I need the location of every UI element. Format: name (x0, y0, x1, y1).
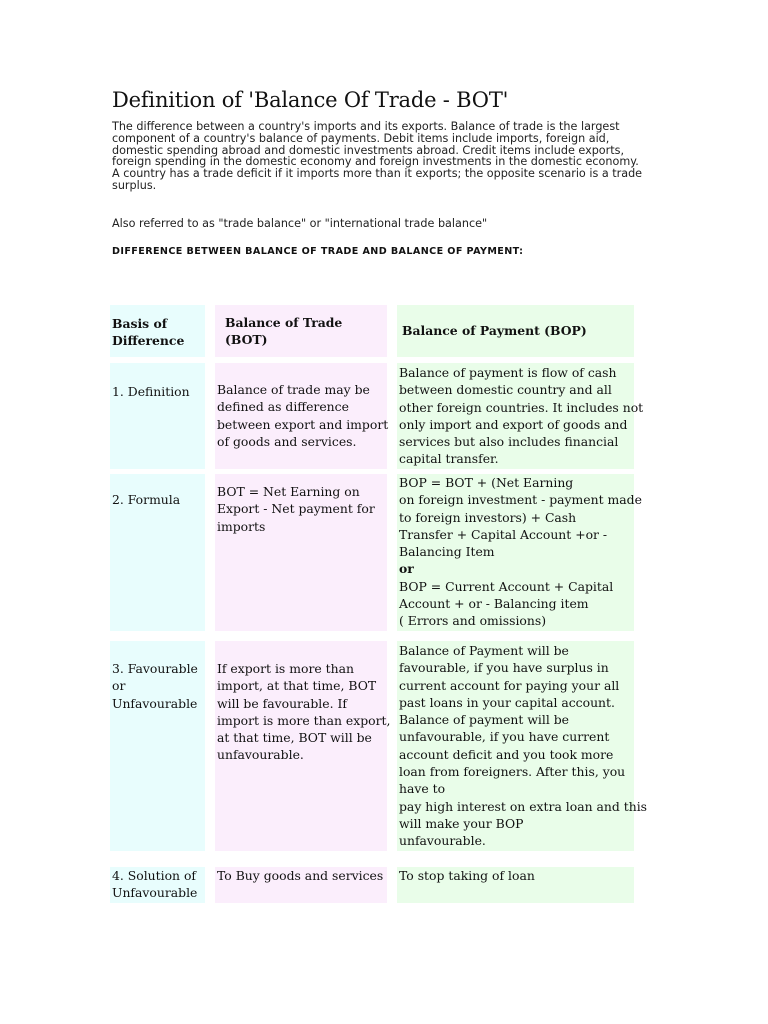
bop-line: will make your BOP (399, 815, 524, 831)
bot-line: Export - Net payment for (217, 501, 375, 517)
row-definition-basis (110, 363, 205, 469)
bop-line: have to (399, 781, 446, 797)
row-solution-bop (397, 867, 634, 903)
row-favourable-basis (110, 641, 205, 851)
definition-line: surplus. (112, 178, 157, 192)
bot-line: imports (217, 518, 266, 534)
bot-line: import is more than export, (217, 712, 391, 728)
section-heading: DIFFERENCE BETWEEN BALANCE OF TRADE AND BALANCE OF PAYMENT: (112, 246, 524, 257)
bop-line: unfavourable. (399, 833, 486, 849)
definition-line: domestic spending abroad and domestic investments abroad. Credit items include exports, (112, 143, 625, 157)
row-definition-bot (215, 363, 387, 469)
bop-line: favourable, if you have surplus in (399, 660, 609, 676)
bop-line: between domestic country and all (399, 382, 612, 398)
basis-line: 4. Solution of (112, 868, 197, 883)
basis-line: 2. Formula (112, 492, 181, 507)
bot-line: at that time, BOT will be (217, 730, 372, 746)
bop-line: pay high interest on extra loan and this (399, 798, 648, 814)
bop-line: To stop taking of loan (399, 868, 535, 883)
header-basis-line: Difference (112, 333, 185, 349)
page-title: Definition of 'Balance Of Trade - BOT' (112, 88, 509, 112)
basis-line: Unfavourable (112, 695, 198, 711)
bot-line: between export and import (217, 416, 389, 432)
bop-line: Account + or - Balancing item (399, 596, 589, 612)
row-formula-basis (110, 474, 205, 631)
bop-line: other foreign countries. It includes not (399, 399, 644, 415)
row-definition-bop (397, 363, 644, 469)
definition-line: The difference between a country's imports and its exports. Balance of trade is the largest (112, 120, 620, 133)
row-formula-bop (397, 474, 642, 631)
bop-line: loan from foreigners. After this, you (399, 764, 626, 780)
row-solution-basis (110, 867, 205, 903)
definition-line: component of a country's balance of payments. Debit items include imports, foreign aid, (112, 131, 610, 145)
bop-line: unfavourable, if you have current (399, 729, 610, 745)
bop-line: on foreign investment - payment made (399, 492, 642, 508)
basis-line: 1. Definition (112, 384, 190, 399)
definition-line: A country has a trade deficit if it imports more than it exports; the opposite scenario is a trade (112, 167, 643, 181)
basis-line: or (112, 678, 126, 694)
row-favourable-bop (397, 641, 648, 851)
also-referred-text: Also referred to as "trade balance" or "international trade balance" (112, 217, 488, 230)
bop-line: BOP = BOT + (Net Earning (399, 475, 574, 490)
bot-line: To Buy goods and services (217, 868, 384, 883)
bop-line: ( Errors and omissions) (399, 613, 547, 629)
header-bot-cell (215, 305, 387, 357)
basis-line: 3. Favourable (112, 661, 198, 676)
bop-line: Balance of Payment will be (399, 643, 569, 658)
bot-line: defined as difference (217, 399, 349, 415)
bot-line: unfavourable. (217, 747, 304, 763)
bop-line: only import and export of goods and (399, 416, 628, 432)
header-basis-line: Basis of (112, 316, 168, 331)
bop-line: current account for paying your all (399, 677, 620, 693)
definition-paragraph (112, 121, 672, 192)
bop-line: Balance of payment will be (399, 712, 570, 728)
basis-line: Unfavourable (112, 885, 198, 901)
row-favourable-bot (215, 641, 391, 851)
bot-line: If export is more than (217, 661, 354, 676)
bop-line: BOP = Current Account + Capital (399, 578, 614, 594)
header-bop-cell (397, 305, 634, 357)
row-solution-bot (215, 867, 387, 903)
bot-line: Balance of trade may be (217, 382, 370, 397)
bot-line: import, at that time, BOT (217, 678, 377, 694)
bop-or-line: or (399, 561, 414, 577)
bot-line: of goods and services. (217, 433, 357, 449)
row-formula-bot (215, 474, 387, 631)
bot-line: BOT = Net Earning on (217, 484, 360, 499)
bop-line: capital transfer. (399, 451, 499, 467)
header-bot-label: Balance of Trade (BOT) (225, 314, 343, 347)
bop-line: Transfer + Capital Account +or - (399, 526, 608, 542)
bop-line: Balance of payment is flow of cash (399, 365, 617, 380)
header-basis-cell (110, 305, 205, 357)
definition-line: foreign spending in the domestic economy and foreign investments in the domestic economy. (112, 155, 639, 169)
bot-line: will be favourable. If (217, 695, 347, 711)
bop-line: services but also includes financial (399, 434, 619, 450)
bop-line: account deficit and you took more (399, 746, 614, 762)
bop-line: past loans in your capital account. (399, 694, 615, 710)
bop-line: Balancing Item (399, 544, 495, 560)
header-bop-label: Balance of Payment (BOP) (402, 323, 587, 339)
bop-line: to foreign investors) + Cash (399, 509, 577, 525)
